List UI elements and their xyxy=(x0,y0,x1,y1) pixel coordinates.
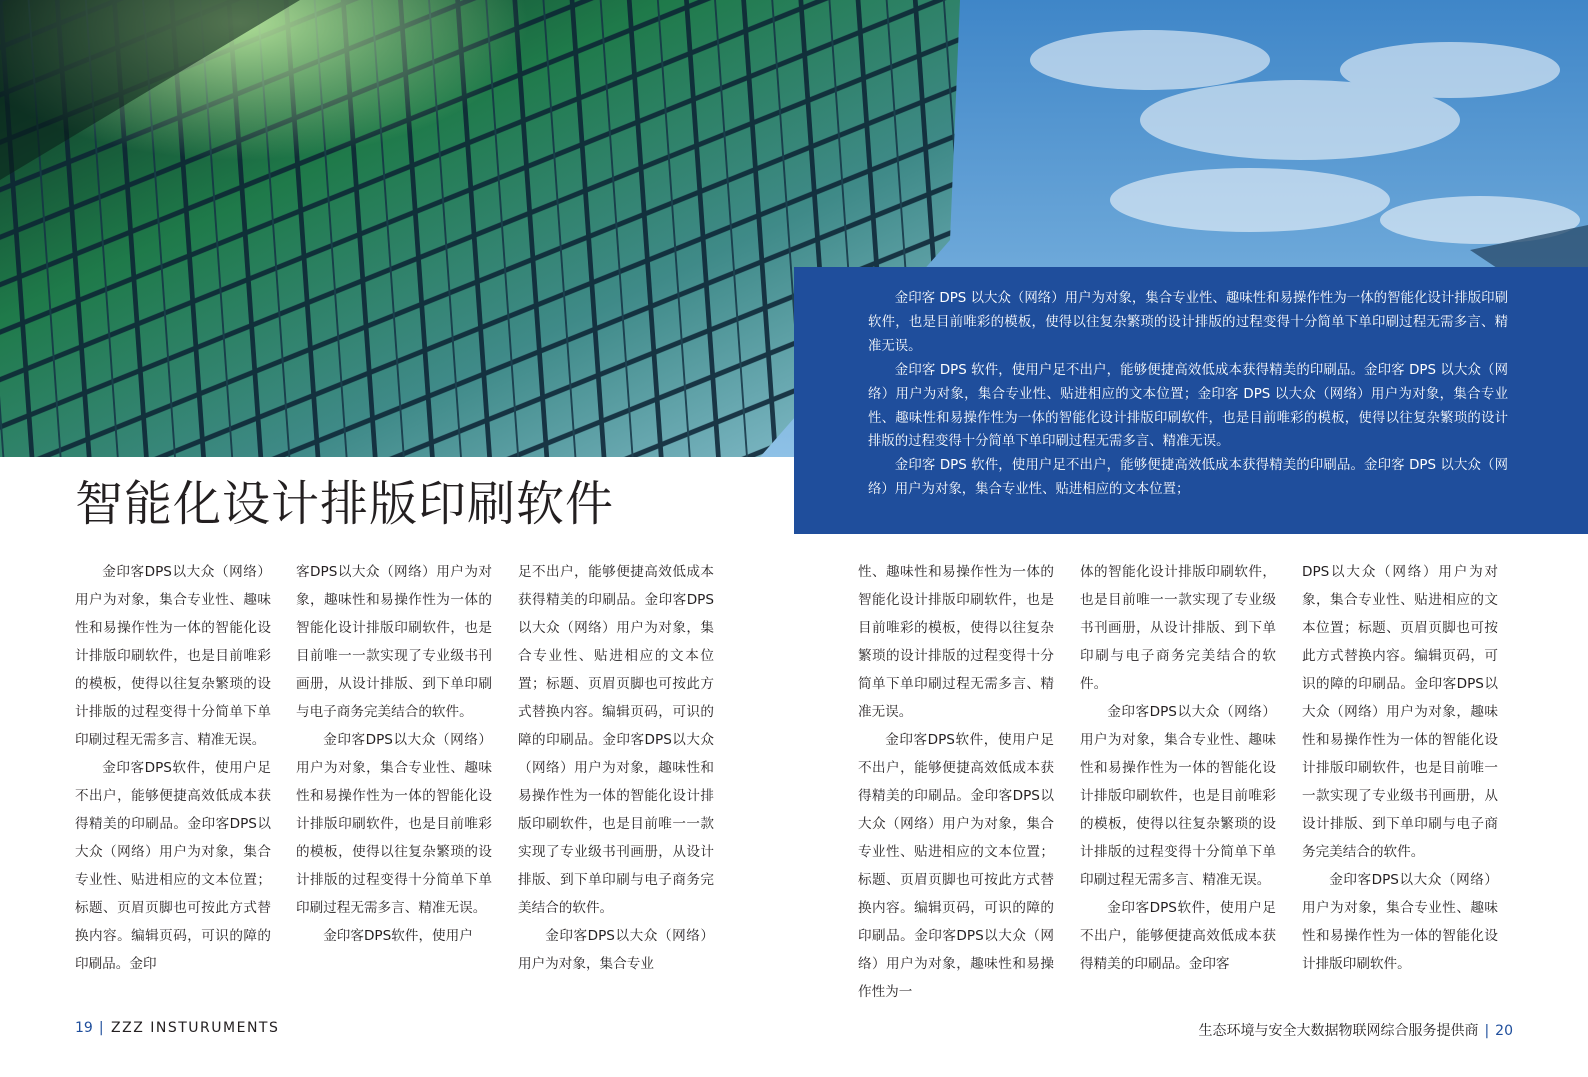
footer-left xyxy=(75,1020,279,1036)
text-column-1 xyxy=(75,558,271,1004)
body-paragraph: 金印客DPS软件，使用户足不出户，能够便捷高效低成本获得精美的印刷品。金印客DPS以大众（网络）用户为对象，集合专业性、贴进相应的文本位置；标题、页眉页脚也可按此方式替换内容。编辑页码，可识的障的印刷品。金印客DPS以大众（网络）用户为对象，趣味性和易操作性为一 xyxy=(858,732,1054,1000)
page-number-left: 19 xyxy=(75,1020,93,1036)
text-column-3 xyxy=(518,558,714,1004)
footer-brand: ZZZ INSTURUMENTS xyxy=(111,1020,280,1036)
footer-separator: | xyxy=(1484,1023,1490,1039)
body-paragraph: 金印客DPS软件，使用户足不出户，能够便捷高效低成本获得精美的印刷品。金印客 xyxy=(1080,900,1276,972)
page-title: 智能化设计排版印刷软件 xyxy=(75,476,615,532)
body-paragraph: 金印客DPS以大众（网络）用户为对象，集合专业性、趣味性和易操作性为一体的智能化设计排版印刷软件，也是目前唯彩的模板，使得以往复杂繁琐的设计排版的过程变得十分简单下单印刷过程无需多言、精准无误。 xyxy=(296,732,492,916)
body-paragraph: 足不出户，能够便捷高效低成本获得精美的印刷品。金印客DPS以大众（网络）用户为对象，集合专业性、贴进相应的文本位置；标题、页眉页脚也可按此方式替换内容。编辑页码，可识的障的印刷品。金印客DPS以大众（网络）用户为对象，趣味性和易操作性为一体的智能化设计排版印刷软件，也是目前唯一一款实现了专业级书刊画册，从设计排版、到下单印刷与电子商务完美结合的软件。 xyxy=(518,564,714,916)
body-paragraph: 性、趣味性和易操作性为一体的智能化设计排版印刷软件，也是目前唯彩的模板，使得以往复杂繁琐的设计排版的过程变得十分简单下单印刷过程无需多言、精准无误。 xyxy=(858,564,1054,720)
text-column-5 xyxy=(1080,558,1276,1004)
body-paragraph: 金印客DPS软件，使用户 xyxy=(323,928,473,944)
body-paragraph: 金印客DPS以大众（网络）用户为对象，集合专业 xyxy=(518,928,714,972)
body-paragraph: 金印客DPS软件，使用户足不出户，能够便捷高效低成本获得精美的印刷品。金印客DPS以大众（网络）用户为对象，集合专业性、贴进相应的文本位置；标题、页眉页脚也可按此方式替换内容。编辑页码，可识的障的印刷品。金印 xyxy=(75,760,271,972)
intro-paragraph: 金印客 DPS 软件，使用户足不出户，能够便捷高效低成本获得精美的印刷品。金印客 DPS 以大众（网络）用户为对象，集合专业性、贴进相应的文本位置； xyxy=(868,458,1508,498)
text-column-2 xyxy=(296,558,492,1004)
intro-paragraph: 金印客 DPS 以大众（网络）用户为对象，集合专业性、趣味性和易操作性为一体的智能化设计排版印刷软件，也是目前唯彩的模板，使得以往复杂繁琐的设计排版的过程变得十分简单下单印刷过程无需多言、精准无误。 xyxy=(868,291,1508,354)
body-paragraph: 客DPS以大众（网络）用户为对象，趣味性和易操作性为一体的智能化设计排版印刷软件，也是目前唯一一款实现了专业级书刊画册，从设计排版、到下单印刷与电子商务完美结合的软件。 xyxy=(296,564,492,720)
footer-tagline: 生态环境与安全大数据物联网综合服务提供商 xyxy=(1198,1023,1479,1039)
footer-right xyxy=(1198,1020,1513,1040)
intro-box xyxy=(794,267,1588,534)
body-paragraph: 金印客DPS以大众（网络）用户为对象，集合专业性、趣味性和易操作性为一体的智能化设计排版印刷软件。 xyxy=(1302,872,1498,972)
text-column-6 xyxy=(1302,558,1498,1004)
page-number-right: 20 xyxy=(1495,1023,1513,1039)
body-paragraph: 体的智能化设计排版印刷软件，也是目前唯一一款实现了专业级书刊画册，从设计排版、到下单印刷与电子商务完美结合的软件。 xyxy=(1080,564,1276,692)
body-paragraph: 金印客DPS以大众（网络）用户为对象，集合专业性、趣味性和易操作性为一体的智能化设计排版印刷软件，也是目前唯彩的模板，使得以往复杂繁琐的设计排版的过程变得十分简单下单印刷过程无需多言、精准无误。 xyxy=(75,564,271,748)
footer-separator: | xyxy=(98,1020,106,1036)
body-paragraph: 金印客DPS以大众（网络）用户为对象，集合专业性、趣味性和易操作性为一体的智能化设计排版印刷软件，也是目前唯彩的模板，使得以往复杂繁琐的设计排版的过程变得十分简单下单印刷过程无需多言、精准无误。 xyxy=(1080,704,1276,888)
text-column-4 xyxy=(858,558,1054,1004)
body-paragraph: DPS以大众（网络）用户为对象，集合专业性、贴进相应的文本位置；标题、页眉页脚也可按此方式替换内容。编辑页码，可识的障的印刷品。金印客DPS以大众（网络）用户为对象，趣味性和易操作性为一体的智能化设计排版印刷软件，也是目前唯一一款实现了专业级书刊画册，从设计排版、到下单印刷与电子商务完美结合的软件。 xyxy=(1302,564,1498,860)
intro-paragraph: 金印客 DPS 软件，使用户足不出户，能够便捷高效低成本获得精美的印刷品。金印客 DPS 以大众（网络）用户为对象，集合专业性、贴进相应的文本位置；金印客 DPS 以大众（网络）用户为对象，集合专业性、趣味性和易操作性为一体的智能化设计排版印刷软件，也是目前唯彩的模板，使得以往复杂繁琐的设计排版的过程变得十分简单下单印刷过程无需多言、精准无误。 xyxy=(868,362,1508,450)
